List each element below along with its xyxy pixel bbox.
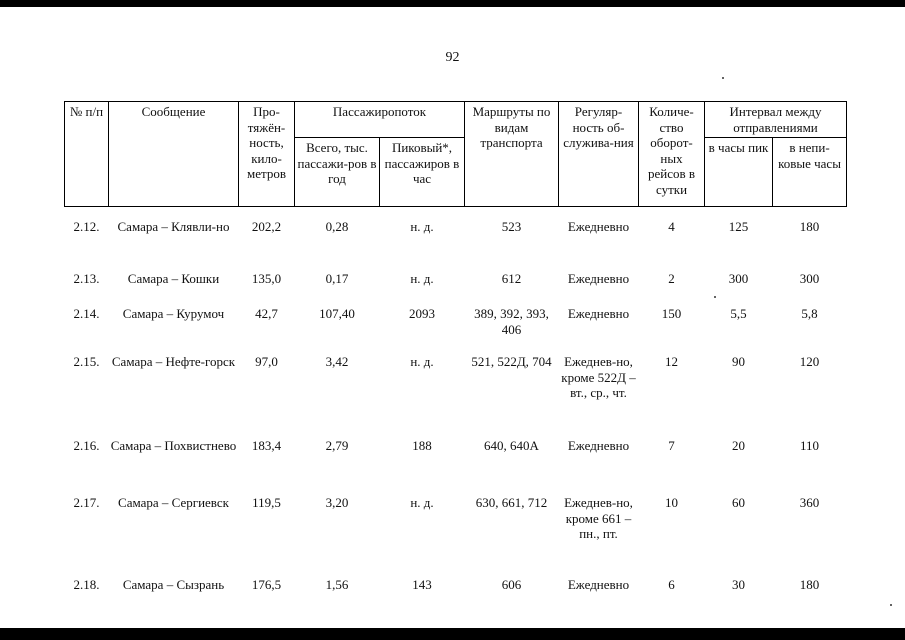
route-lines: 389, 392, 393, 406 bbox=[474, 306, 549, 337]
header-interval-peak: в часы пик bbox=[705, 138, 773, 207]
table-row bbox=[65, 306, 847, 354]
service-regularity: Ежеднев-но, кроме 522Д – вт., ср., чт. bbox=[561, 354, 636, 400]
interval-peak: 30 bbox=[732, 577, 745, 592]
route-length: 119,5 bbox=[252, 495, 281, 510]
trip-count: 10 bbox=[665, 495, 678, 510]
route-lines: 521, 522Д, 704 bbox=[471, 354, 552, 369]
flow-total: 0,28 bbox=[325, 219, 349, 234]
scan-speck bbox=[714, 296, 716, 298]
table-row bbox=[65, 438, 847, 495]
header-number: № п/п bbox=[65, 102, 109, 207]
flow-total: 1,56 bbox=[325, 577, 349, 592]
flow-peak: н. д. bbox=[410, 354, 434, 369]
flow-total: 107,40 bbox=[319, 306, 355, 321]
trip-count: 4 bbox=[668, 219, 675, 234]
flow-total: 0,17 bbox=[325, 271, 349, 286]
table-row bbox=[65, 495, 847, 577]
row-number: 2.13. bbox=[73, 271, 100, 286]
header-lines: Маршруты по видам транспорта bbox=[465, 102, 559, 207]
interval-offpeak: 120 bbox=[799, 354, 820, 369]
table-row bbox=[65, 219, 847, 271]
row-number: 2.12. bbox=[73, 219, 100, 234]
flow-peak: 143 bbox=[412, 577, 432, 592]
trip-count: 150 bbox=[661, 306, 682, 321]
interval-offpeak: 360 bbox=[799, 495, 820, 510]
route-lines: 630, 661, 712 bbox=[475, 495, 548, 510]
header-flow-peak: Пиковый*, пассажиров в час bbox=[380, 138, 465, 207]
flow-total: 2,79 bbox=[325, 438, 349, 453]
route-lines: 606 bbox=[501, 577, 522, 592]
header-interval: Интервал между отправлениями bbox=[705, 102, 847, 138]
route-name: Самара – Клявли-но bbox=[117, 219, 230, 234]
scan-speck bbox=[722, 77, 724, 79]
top-border-bar bbox=[0, 0, 905, 7]
row-number: 2.16. bbox=[73, 438, 100, 453]
interval-peak: 20 bbox=[732, 438, 745, 453]
header-passenger-flow: Пассажиропоток bbox=[295, 102, 465, 138]
row-number: 2.14. bbox=[73, 306, 100, 321]
route-name: Самара – Кошки bbox=[127, 271, 220, 286]
flow-peak: н. д. bbox=[410, 495, 434, 510]
trip-count: 2 bbox=[668, 271, 675, 286]
scan-speck bbox=[890, 604, 892, 606]
route-length: 183,4 bbox=[251, 438, 282, 453]
service-regularity: Ежедневно bbox=[567, 306, 630, 321]
flow-peak: н. д. bbox=[410, 271, 434, 286]
flow-peak: н. д. bbox=[410, 219, 434, 234]
route-length: 135,0 bbox=[251, 271, 282, 286]
trip-count: 12 bbox=[665, 354, 678, 369]
row-number: 2.17. bbox=[73, 495, 100, 510]
route-length: 42,7 bbox=[255, 306, 278, 321]
trip-count: 6 bbox=[668, 577, 675, 592]
service-regularity: Ежедневно bbox=[567, 577, 630, 592]
header-interval-offpeak: в непи-ковые часы bbox=[773, 138, 847, 207]
route-length: 202,2 bbox=[251, 219, 282, 234]
table-row bbox=[65, 577, 847, 613]
service-regularity: Ежедневно bbox=[567, 219, 630, 234]
interval-peak: 60 bbox=[732, 495, 745, 510]
trip-count: 7 bbox=[668, 438, 675, 453]
route-lines: 523 bbox=[501, 219, 522, 234]
service-regularity: Ежедневно bbox=[567, 438, 630, 453]
row-number: 2.18. bbox=[73, 577, 100, 592]
header-gap bbox=[65, 207, 847, 220]
route-lines: 612 bbox=[501, 271, 522, 286]
service-regularity: Ежедневно bbox=[567, 271, 630, 286]
route-name: Самара – Сызрань bbox=[122, 577, 225, 592]
interval-offpeak: 110 bbox=[799, 438, 820, 453]
table-row bbox=[65, 271, 847, 306]
route-name: Самара – Курумоч bbox=[122, 306, 225, 321]
table-row bbox=[65, 354, 847, 438]
header-flow-total: Всего, тыс. пассажи-ров в год bbox=[295, 138, 380, 207]
page-number: 92 bbox=[445, 50, 460, 65]
header-length: Про-тяжён-ность, кило-метров bbox=[239, 102, 295, 207]
flow-peak: 188 bbox=[412, 438, 432, 453]
interval-peak: 125 bbox=[728, 219, 749, 234]
flow-total: 3,42 bbox=[325, 354, 349, 369]
interval-offpeak: 180 bbox=[799, 219, 820, 234]
interval-offpeak: 5,8 bbox=[801, 306, 818, 321]
interval-peak: 300 bbox=[728, 271, 749, 286]
route-table bbox=[64, 101, 847, 613]
header-route: Сообщение bbox=[109, 102, 239, 207]
bottom-border-bar bbox=[0, 628, 905, 640]
route-lines: 640, 640А bbox=[484, 438, 539, 453]
route-length: 176,5 bbox=[251, 577, 282, 592]
route-name: Самара – Сергиевск bbox=[118, 495, 229, 510]
route-length: 97,0 bbox=[255, 354, 278, 369]
service-regularity: Ежеднев-но, кроме 661 – пн., пт. bbox=[564, 495, 633, 541]
flow-peak: 2093 bbox=[409, 306, 435, 321]
route-name: Самара – Нефте-горск bbox=[111, 354, 236, 369]
table-body bbox=[65, 207, 847, 614]
table-header bbox=[65, 102, 847, 207]
interval-peak: 90 bbox=[732, 354, 745, 369]
header-trips: Количе-ство оборот-ных рейсов в сутки bbox=[639, 102, 705, 207]
interval-peak: 5,5 bbox=[730, 306, 747, 321]
flow-total: 3,20 bbox=[325, 495, 349, 510]
header-regularity: Регуляр-ность об-служива-ния bbox=[559, 102, 639, 207]
interval-offpeak: 300 bbox=[799, 271, 820, 286]
interval-offpeak: 180 bbox=[799, 577, 820, 592]
route-name: Самара – Похвистнево bbox=[110, 438, 237, 453]
row-number: 2.15. bbox=[73, 354, 100, 369]
